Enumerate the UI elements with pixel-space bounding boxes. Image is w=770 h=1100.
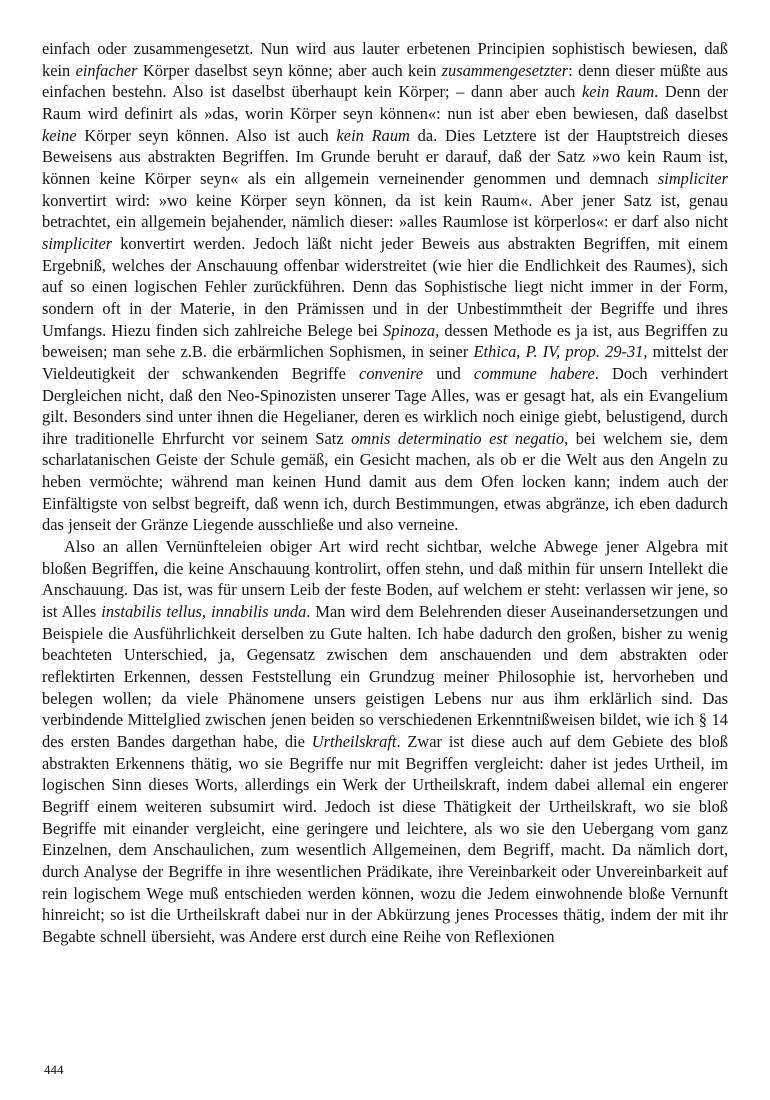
italic-text-run: kein Raum (336, 125, 410, 145)
text-run: einfach oder zusammengesetzt. Nun wird aus lauter erbetenen Principien sophistisch bewiesen, daß kein (42, 39, 728, 80)
paragraph (42, 38, 728, 536)
italic-text-run: Urtheilskraft (311, 732, 397, 751)
text-run: konvertirt wird: »wo keine Körper seyn können, da ist kein Raum«. Aber jener Satz ist, genau betrachtet, ein allgemein bejahender, nämlich dieser: »alles Raumlose ist körperlos«: er darf also nicht (42, 190, 728, 232)
text-run: : denn dieser müßte aus einfachen bestehn. Also ist daselbst überhaupt kein Körper; – dann aber auch (42, 60, 728, 102)
body-text (42, 38, 728, 948)
italic-text-run: commune habere (473, 363, 595, 383)
page-number: 444 (44, 1062, 64, 1077)
text-run: , mittelst der Vieldeutigkeit der schwankenden Begriffe (42, 342, 728, 383)
text-run: und (423, 363, 474, 383)
text-run: Körper seyn können. Also ist auch (76, 125, 337, 145)
italic-text-run: convenire (359, 363, 424, 383)
text-run: da. Dies Letztere ist der Hauptstreich dieses Beweisens aus abstrakten Begriffen. Im Grunde beruht er darauf, daß der Satz »wo kein Raum ist, können keine Körper seyn« als ein allgemein verneinender genommen und demnach (42, 125, 728, 188)
italic-text-run: keine (42, 125, 77, 145)
italic-text-run: Ethica, P. IV, prop. 29-31 (473, 342, 644, 362)
italic-text-run: kein Raum (581, 82, 655, 102)
italic-text-run: instabilis tellus, innabilis unda (101, 602, 307, 622)
text-run: . Doch verhindert Dergleichen nicht, daß den Neo-Spinozisten unserer Tage Alles, was er gesagt hat, als ein Evangelium gilt. Besonders sind unter ihnen die Hegelianer, deren es wirklich noch einige giebt, belustigend, durch ihre traditionelle Ehrfurcht vor seinem Satz (42, 363, 729, 448)
italic-text-run: simpliciter (42, 233, 113, 253)
text-run: Also an allen Vernünfteleien obiger Art wird recht sichtbar, welche Abwege jener Algebra mit bloßen Begriffen, die keine Anschauung kontrolirt, offen stehn, und daß mithin für unsern Intellekt die Anschauung. Das ist, was für unsern Leib der feste Boden, auf welchem er steht: verlassen wir jene, so ist Alles (42, 537, 728, 622)
italic-text-run: omnis determinatio est negatio (351, 428, 565, 448)
text-run: . Man wird dem Belehrenden dieser Auseinandersetzungen und Beispiele die Ausführlichkeit derselben zu Gute halten. Ich habe dadurch den großen, bisher zu wenig beachteten Unterschied, ja, Gegensatz zwischen dem anschauenden und dem abstrakten oder reflektirten Erkennen, dessen Feststellung ein Grundzug meiner Philosophie ist, hervorheben und belegen wollen; da viele Phänomene unsers geistigen Lebens nur aus ihm erklärlich sind. Das verbindende Mittelglied zwischen jenen beiden so verschiedenen Erkenntnißweisen bildet, wie ich § 14 des ersten Bandes dargethan habe, die (42, 602, 729, 751)
text-run: Körper daselbst seyn könne; aber auch kein (137, 60, 442, 80)
paragraph (42, 536, 728, 947)
text-run: . Zwar ist diese auch auf dem Gebiete des bloß abstrakten Erkennens thätig, wo sie Begriffe nur mit Begriffen vergleicht: daher ist jedes Urtheil, im logischen Sinn dieses Worts, allerdings ein Werk der Urtheilskraft, indem dabei allemal ein engerer Begriff einem weiteren subsumirt wird. Jedoch ist diese Thätigkeit der Urtheilskraft, wo sie bloß Begriffe mit einander vergleicht, eine geringere und leichtere, als wo sie den Uebergang vom ganz Einzelnen, dem Anschaulichen, zum wesentlich Allgemeinen, dem Begriff, macht. Da nämlich dort, durch Analyse der Begriffe in ihre wesentlichen Prädikate, ihre Vereinbarkeit oder Unvereinbarkeit auf rein logischem Wege muß entschieden werden können, wozu die Jedem einwohnende bloße Vernunft hinreicht; so ist die Urtheilskraft dabei nur in der Abkürzung jenes Processes thätig, indem der mit ihr Begabte schnell übersieht, was Andere erst durch eine Reihe von Reflexionen (42, 732, 728, 946)
italic-text-run: zusammengesetzter (441, 60, 569, 80)
text-run: , dessen Methode es ja ist, aus Begriffen zu beweisen; man sehe z.B. die erbärmlichen Sophismen, in seiner (42, 320, 728, 362)
italic-text-run: einfacher (75, 60, 138, 80)
italic-text-run: Spinoza (383, 320, 436, 340)
text-run: , bei welchem sie, dem scharlatanischen Geiste der Schule gemäß, ein Gesicht machen, als ob er die Welt aus den Angeln zu heben vermöchte; während man keinen Hund damit aus dem Ofen locken kann; indem auch der Einfältigste von selbst begreift, daß wenn ich, durch Bestimmungen, etwas abgränze, ich eben dadurch das jenseit der Gränze Liegende ausschließe und also verneine. (42, 428, 728, 535)
italic-text-run: simpliciter (657, 168, 728, 188)
text-run: . Denn der Raum wird definirt als »das, worin Körper seyn können«: nun ist aber eben bewiesen, daß daselbst (42, 82, 729, 123)
text-run: konvertirt werden. Jedoch läßt nicht jeder Beweis aus abstrakten Begriffen, mit einem Ergebniß, welches der Anschauung offenbar widerstreitet (wie hier die Endlichkeit des Raumes), sich auf so einen logischen Fehler zurückführen. Denn das Sophistische liegt nicht immer in der Form, sondern oft in der Materie, in den Prämissen und in der Unbestimmtheit der Begriffe und ihres Umfangs. Hiezu finden sich zahlreiche Belege bei (42, 233, 728, 340)
